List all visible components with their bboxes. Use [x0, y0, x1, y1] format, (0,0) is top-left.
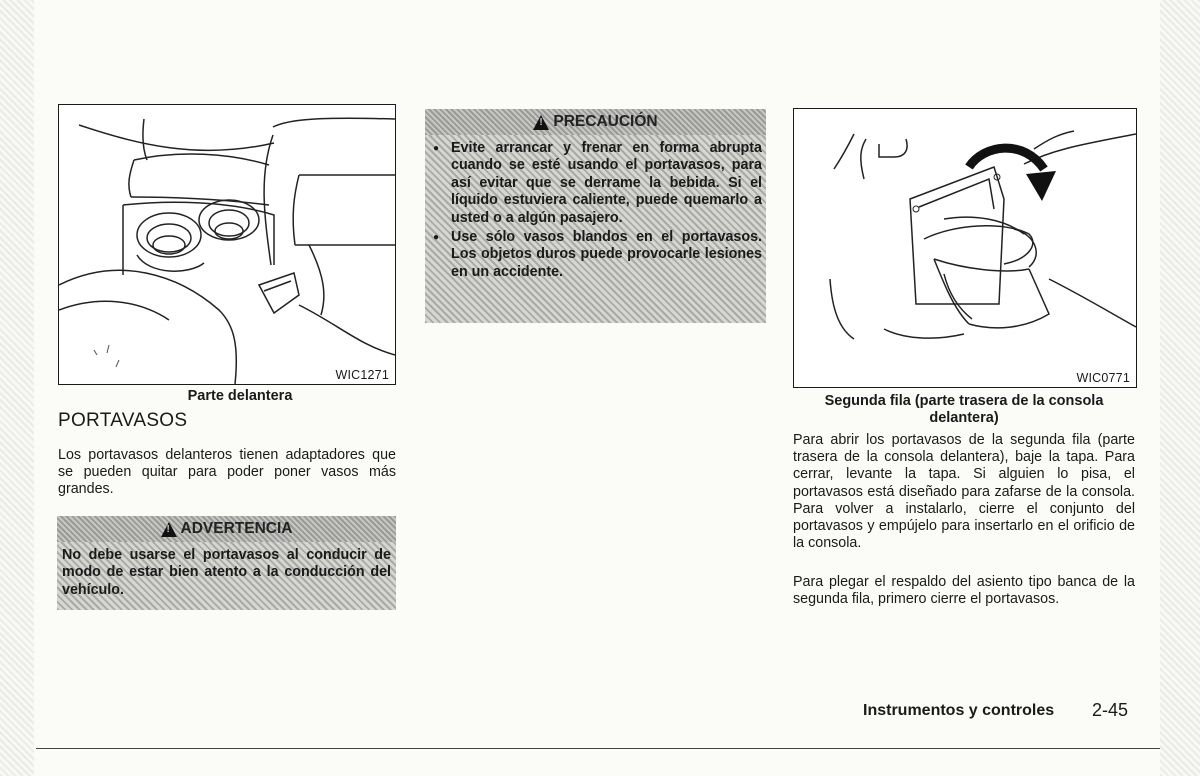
section-heading: PORTAVASOS	[58, 410, 188, 431]
warning-title: ADVERTENCIA	[180, 520, 293, 537]
warning-triangle-icon	[161, 522, 177, 537]
body-paragraph: Los portavasos delanteros tienen adaptadores que se pueden quitar para poder poner vasos más grandes.	[58, 447, 396, 498]
warning-header	[57, 516, 396, 542]
caution-header	[425, 109, 766, 135]
front-cupholder-figure	[58, 104, 396, 385]
scan-edge-right	[1160, 0, 1200, 776]
caution-item: ● Use sólo vasos blandos en el portavasos. Los objetos duros puede provocarle lesiones en un accidente.	[429, 229, 762, 281]
figure-code: WIC1271	[335, 368, 389, 382]
front-cupholder-illustration	[59, 105, 395, 384]
bottom-rule	[36, 748, 1160, 749]
figure-code: WIC0771	[1076, 371, 1130, 385]
figure-caption: Segunda fila (parte trasera de la consola delantera)	[824, 393, 1104, 426]
body-paragraph: Para abrir los portavasos de la segunda fila (parte trasera de la consola delantera), baje la tapa. Para cerrar, levante la tapa. Si alguien lo pisa, el portavasos está diseñado para zafarse de la consola. Para volver a instalarlo, cierre el conjunto del portavasos y empújelo para insertarlo en el orificio de la consola.	[793, 432, 1135, 552]
footer-section-title: Instrumentos y controles	[863, 702, 1055, 719]
caution-title: PRECAUCIÓN	[553, 113, 658, 130]
rear-cupholder-figure	[793, 108, 1137, 388]
warning-text: No debe usarse el portavasos al conducir de modo de estar bien atento a la conducción del vehículo.	[62, 547, 391, 598]
figure-caption: Parte delantera	[187, 388, 293, 404]
scan-edge-left	[0, 0, 34, 776]
body-paragraph: Para plegar el respaldo del asiento tipo banca de la segunda fila, primero cierre el portavasos.	[793, 574, 1135, 608]
caution-body	[425, 135, 766, 323]
caution-triangle-icon	[533, 115, 549, 130]
caution-item: ● Evite arrancar y frenar en forma abrupta cuando se esté usando el portavasos, para así evitar que se derrame la bebida. Si el líquido estuviera caliente, puede quemarlo a usted o a algún pasajero.	[429, 140, 762, 227]
warning-body	[57, 542, 396, 610]
page-number: 2-45	[1092, 700, 1129, 720]
rear-cupholder-illustration	[794, 109, 1136, 387]
